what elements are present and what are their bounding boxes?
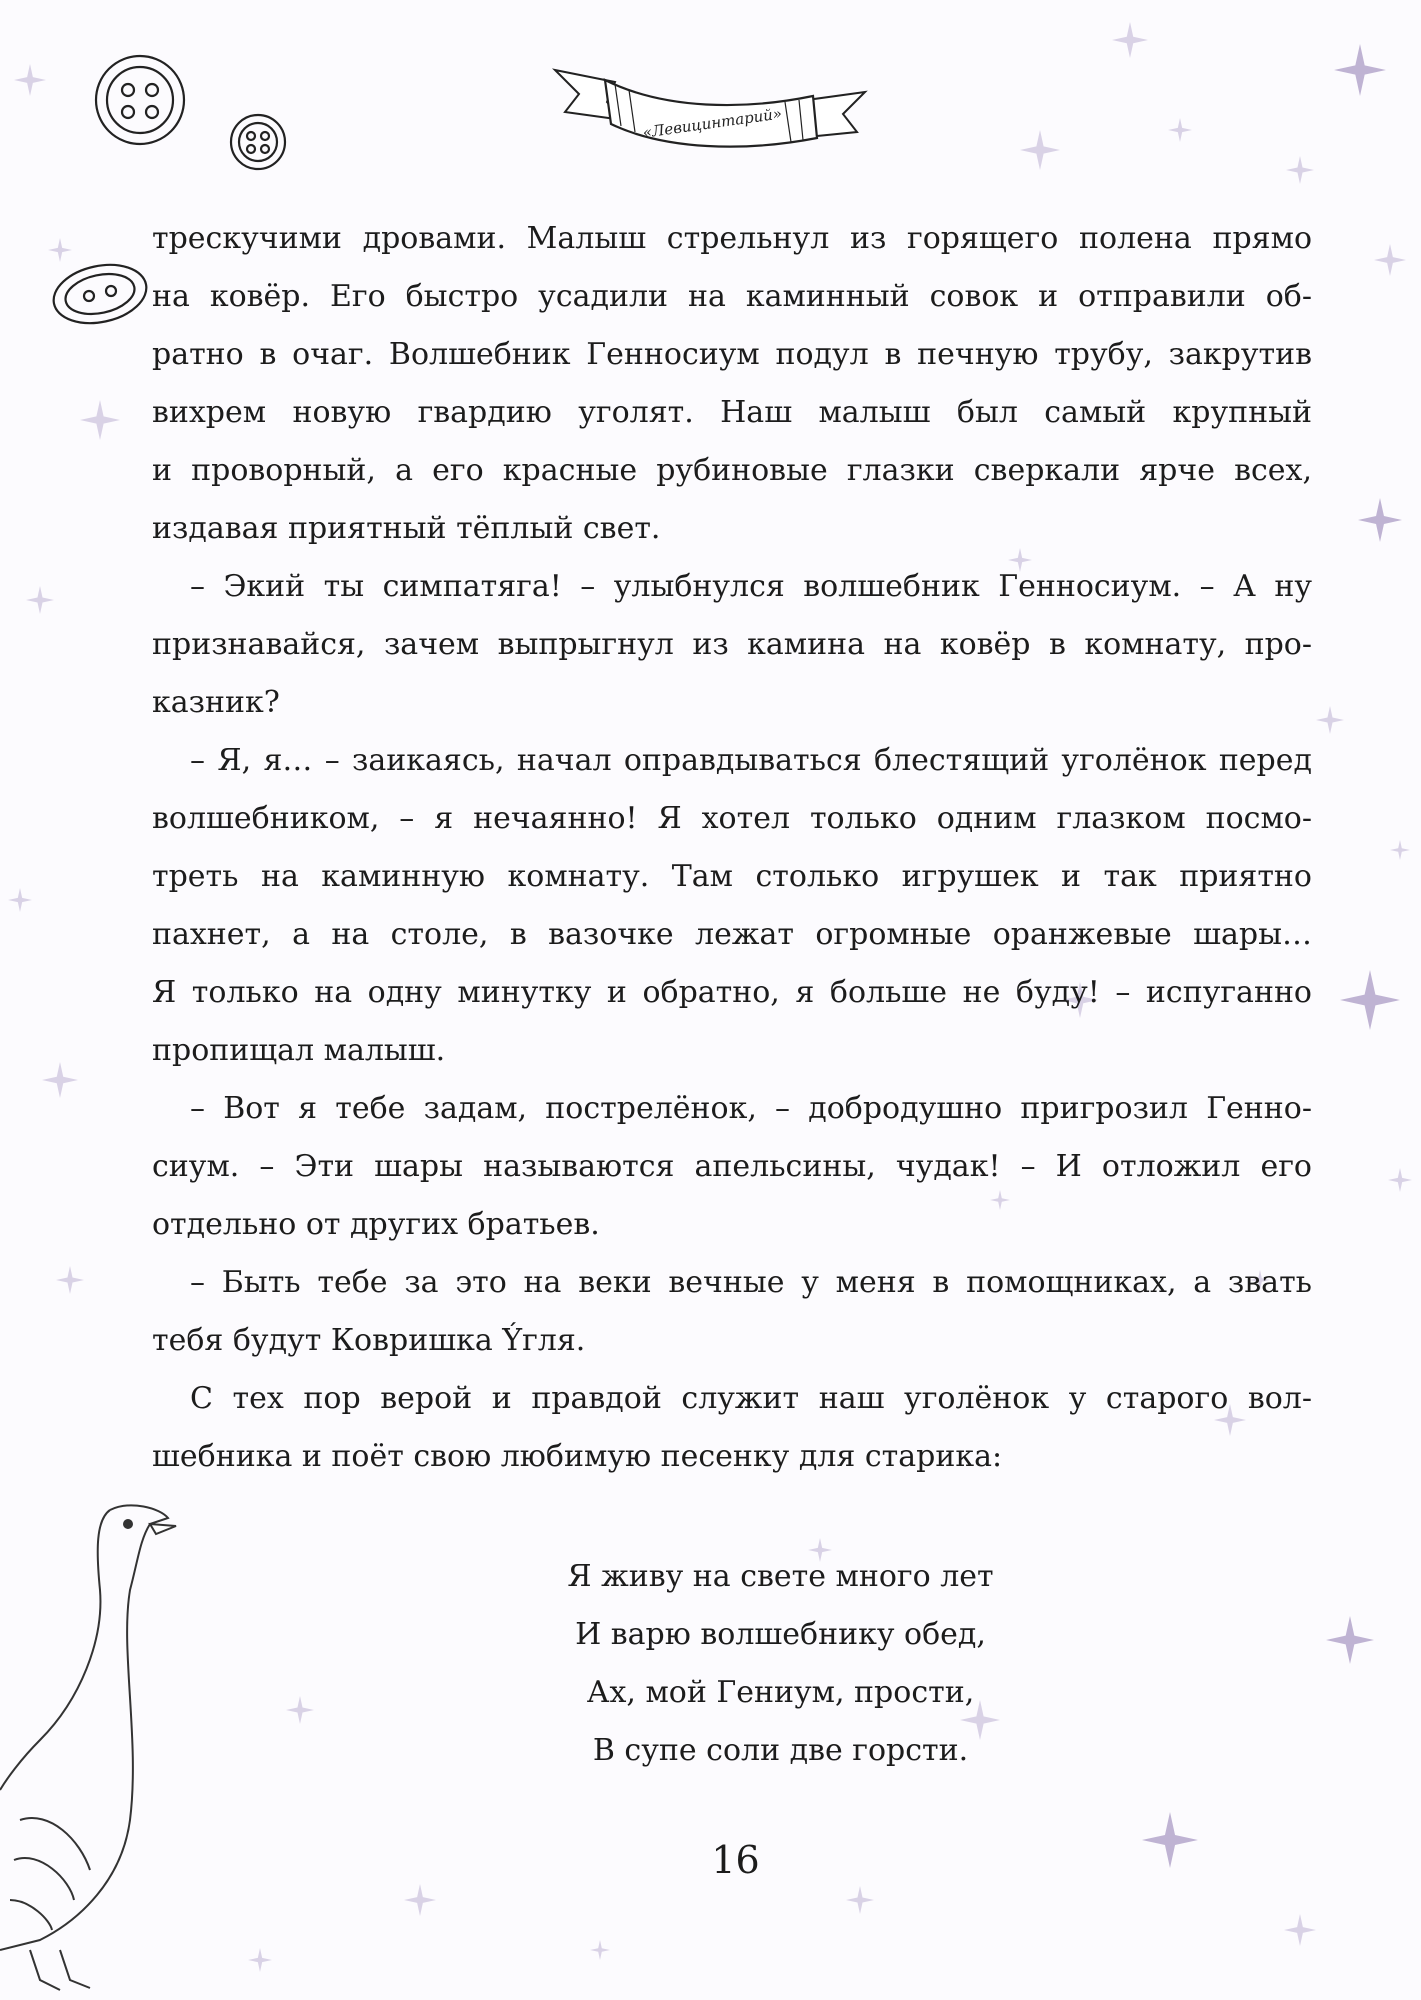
poem-line: И варю волшебнику обед,	[575, 1617, 986, 1652]
text-line: пропищал малыш.	[152, 1033, 446, 1068]
text-line: отдельно от других братьев.	[152, 1207, 600, 1242]
text-line: – Экий ты симпатяга! – улыбнулся волшебник Генносиум. – А ну	[190, 569, 1312, 604]
poem-line: Я живу на свете много лет	[567, 1559, 994, 1594]
star-decoration	[1168, 118, 1192, 142]
text-line: пахнет, а на столе, в вазочке лежат огромные оранжевые шары…	[152, 917, 1312, 952]
text-line: ратно в очаг. Волшебник Генносиум подул в печную трубу, закрутив	[152, 337, 1312, 372]
text-line: трескучими дровами. Малыш стрельнул из горящего полена прямо	[152, 221, 1312, 256]
text-line: волшебником, – я нечаянно! Я хотел только одним глазком посмо-	[152, 801, 1312, 836]
text-line: признавайся, зачем выпрыгнул из камина на ковёр в комнату, про-	[152, 627, 1312, 662]
text-line: казник?	[152, 685, 280, 720]
star-decoration	[590, 1940, 610, 1960]
star-decoration	[1020, 130, 1060, 170]
text-line: вихрем новую гвардию уголят. Наш малыш был самый крупный	[152, 395, 1312, 430]
star-decoration	[1374, 244, 1406, 276]
star-decoration	[1340, 970, 1400, 1030]
text-line: треть на каминную комнату. Там столько игрушек и так приятно	[152, 859, 1312, 894]
star-decoration	[404, 1884, 436, 1916]
story-text	[152, 210, 1312, 1486]
star-decoration	[1358, 498, 1402, 542]
text-line: тебя будут Ковришка Ýгля.	[152, 1323, 586, 1358]
star-decoration	[1112, 22, 1148, 58]
poem-line: Ах, мой Гениум, прости,	[586, 1675, 975, 1710]
text-line: на ковёр. Его быстро усадили на каминный совок и отправили об-	[152, 279, 1312, 314]
star-decoration	[1286, 156, 1314, 184]
text-line: издавая приятный тёплый свет.	[152, 511, 661, 546]
page-number: 16	[711, 1838, 760, 1882]
text-line: С тех пор верой и правдой служит наш уголёнок у старого вол-	[190, 1381, 1312, 1416]
text-line: сиум. – Эти шары называются апельсины, чудак! – И отложил его	[152, 1149, 1312, 1184]
star-decoration	[80, 400, 120, 440]
star-decoration	[56, 1266, 84, 1294]
text-line: – Вот я тебе задам, пострелёнок, – добродушно пригрозил Генно-	[190, 1091, 1312, 1126]
star-decoration	[42, 1062, 78, 1098]
star-decoration	[1390, 840, 1410, 860]
star-decoration	[248, 1948, 272, 1972]
text-line: – Я, я… – заикаясь, начал оправдываться блестящий уголёнок перед	[190, 743, 1312, 778]
header-ribbon-banner	[545, 40, 875, 190]
song-poem	[0, 1548, 1421, 1780]
star-decoration	[8, 888, 32, 912]
text-line: и проворный, а его красные рубиновые глазки сверкали ярче всех,	[152, 453, 1312, 488]
star-decoration	[846, 1886, 874, 1914]
text-line: шебника и поёт свою любимую песенку для старика:	[152, 1439, 1003, 1474]
star-decoration	[1316, 706, 1344, 734]
star-decoration	[26, 586, 54, 614]
banner-text: «Левицинтарий»	[641, 104, 783, 142]
star-decoration	[1388, 1168, 1412, 1192]
text-line: – Быть тебе за это на веки вечные у меня в помощниках, а звать	[190, 1265, 1312, 1300]
poem-line: В супе соли две горсти.	[592, 1733, 969, 1768]
star-decoration	[1334, 44, 1386, 96]
text-line: Я только на одну минутку и обратно, я больше не буду! – испуганно	[152, 975, 1312, 1010]
star-decoration	[1284, 1914, 1316, 1946]
